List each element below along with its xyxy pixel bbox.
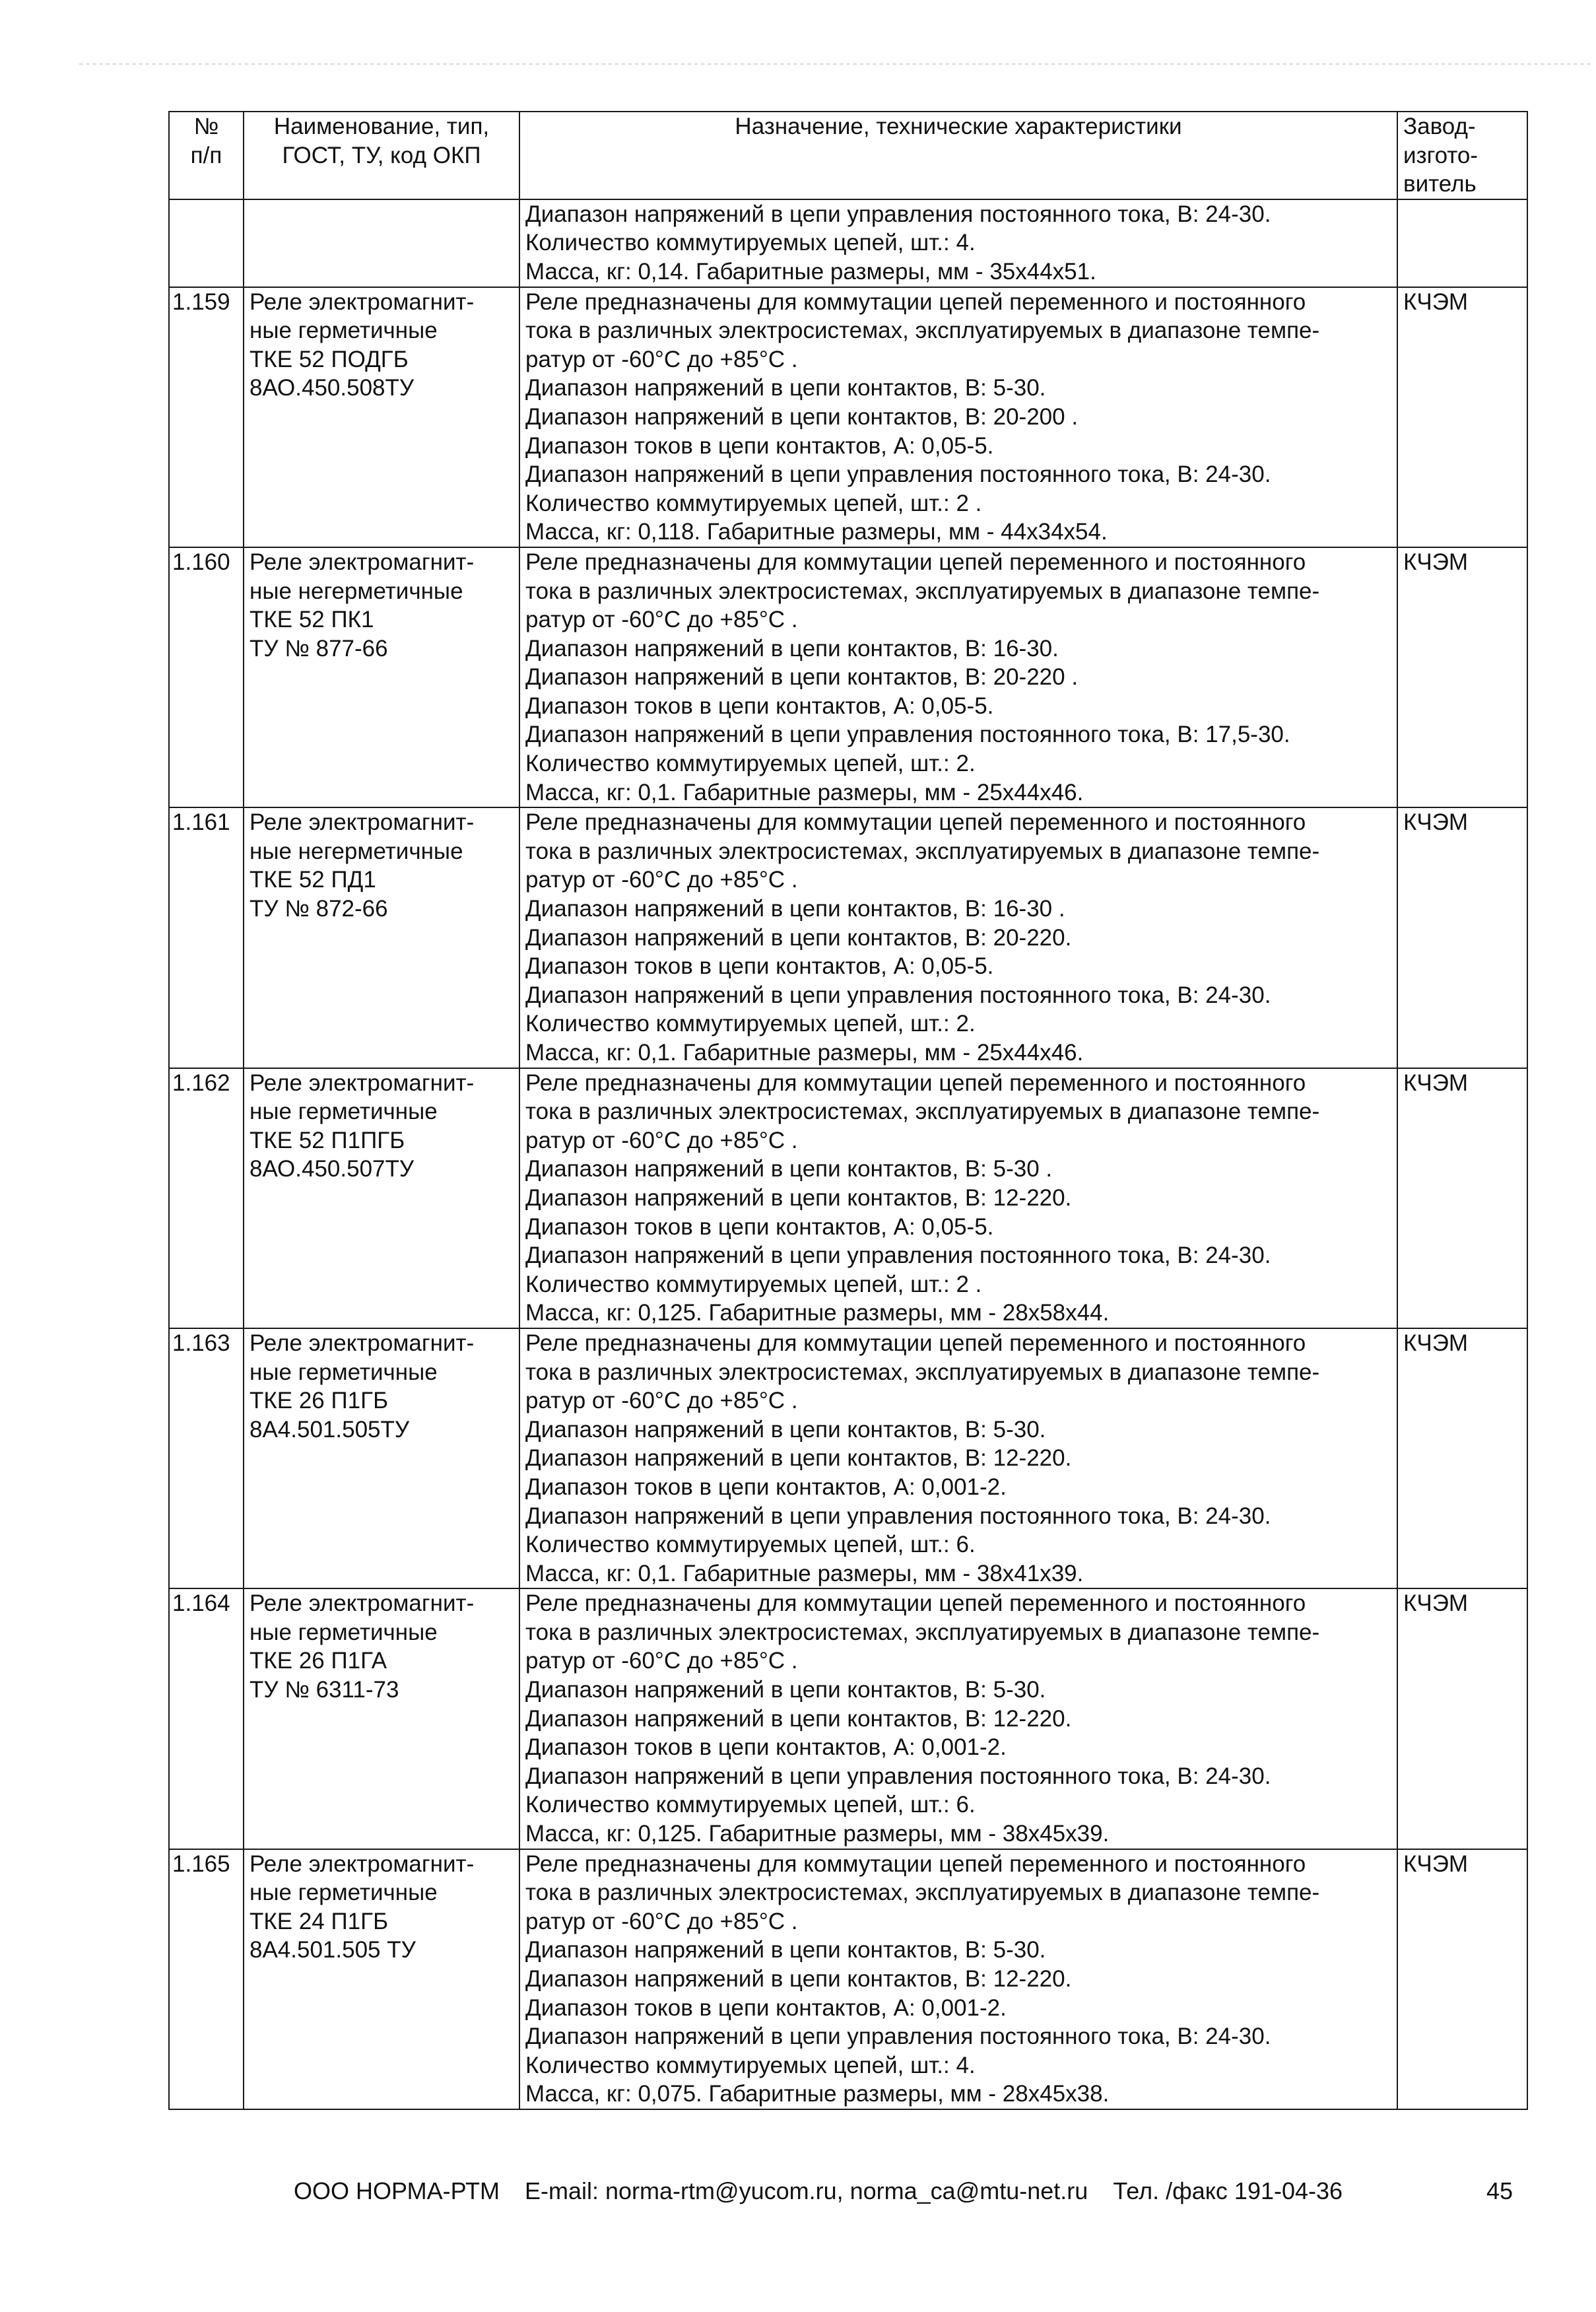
description-line: Количество коммутируемых цепей, шт.: 6. [525,1532,976,1558]
footer-email[interactable]: E-mail: norma-rtm@yucom.ru, norma_ca@mtu-net.ru [525,2177,1088,2204]
footer-phone: Тел. /факс 191-04-36 [1113,2177,1343,2204]
name-line: Реле электромагнит- [249,809,475,836]
description-line: Диапазон напряжений в цепи контактов, В: 5-30. [525,1937,1046,1963]
description-line: Количество коммутируемых цепей, шт.: 4. [525,2052,976,2078]
row-description-cell [519,199,1397,287]
page-footer [294,2177,1521,2205]
row-manufacturer-cell: КЧЭМ [1397,1849,1527,2109]
description-line: Диапазон напряжений в цепи управления постоянного тока, В: 24-30. [525,201,1271,227]
description-line: Диапазон напряжений в цепи контактов, В: 5-30. [525,375,1046,401]
name-line: ные герметичные [249,1099,438,1125]
description-line: Масса, кг: 0,125. Габаритные размеры, мм - 28х58х44. [525,1300,1110,1326]
description-line: Масса, кг: 0,125. Габаритные размеры, мм - 38х45х39. [525,1821,1110,1847]
header-manufacturer-line: изгото- [1403,142,1479,168]
row-description-cell [519,807,1397,1068]
name-line: Реле электромагнит- [249,549,475,575]
name-line: ные герметичные [249,1619,438,1645]
name-line: ТУ № 877-66 [249,635,388,662]
description-line: Диапазон токов в цепи контактов, А: 0,05-5. [525,1213,994,1240]
description-line: Количество коммутируемых цепей, шт.: 2 . [525,1271,982,1297]
description-line: Диапазон напряжений в цепи управления постоянного тока, В: 17,5-30. [525,722,1290,748]
description-line: Диапазон напряжений в цепи контактов, В: 16-30. [525,635,1059,662]
name-line: ТКЕ 52 ПОДГБ [249,346,409,372]
description-line: Масса, кг: 0,1. Габаритные размеры, мм - 25х44х46. [525,1040,1084,1066]
name-line: ные герметичные [249,1880,438,1906]
description-line: Реле предназначены для коммутации цепей переменного и постоянного [525,1070,1306,1096]
row-description-cell [519,287,1397,547]
description-line: Диапазон токов в цепи контактов, А: 0,001-2. [525,1734,1007,1761]
specification-table [168,111,1528,2110]
description-line: Диапазон токов в цепи контактов, А: 0,001-2. [525,1994,1007,2021]
description-line: Диапазон напряжений в цепи контактов, В: 16-30 . [525,896,1065,922]
footer-company: ООО НОРМА-РТМ [294,2177,500,2204]
description-line: Диапазон напряжений в цепи управления постоянного тока, В: 24-30. [525,982,1271,1008]
row-number-cell: 1.162 [169,1068,244,1328]
name-line: Реле электромагнит- [249,289,475,315]
description-line: Реле предназначены для коммутации цепей переменного и постоянного [525,1851,1306,1877]
row-number-cell [169,199,244,287]
description-line: Диапазон напряжений в цепи контактов, В: 20-200 . [525,403,1079,430]
table-row [169,547,1527,807]
header-manufacturer-line: Завод- [1403,114,1476,139]
row-description-cell [519,1588,1397,1849]
description-line: Количество коммутируемых цепей, шт.: 2. [525,1011,976,1037]
description-line: Количество коммутируемых цепей, шт.: 6. [525,1792,976,1818]
name-line: Реле электромагнит- [249,1070,475,1096]
description-line: Диапазон токов в цепи контактов, А: 0,05-5. [525,693,994,719]
description-line: Диапазон напряжений в цепи контактов, В: 12-220. [525,1705,1072,1732]
description-line: Диапазон напряжений в цепи управления постоянного тока, В: 24-30. [525,461,1271,488]
description-line: ратур от -60°С до +85°С . [525,346,798,372]
row-description-cell [519,1328,1397,1588]
description-line: Диапазон напряжений в цепи контактов, В: 5-30 . [525,1156,1053,1182]
description-line: тока в различных электросистемах, эксплуатируемых в диапазоне темпе- [525,838,1320,864]
description-line: Диапазон напряжений в цепи управления постоянного тока, В: 24-30. [525,1242,1271,1269]
description-line: Диапазон напряжений в цепи контактов, В: 12-220. [525,1445,1072,1472]
description-line: Диапазон токов в цепи контактов, А: 0,05-5. [525,953,994,980]
description-line: ратур от -60°С до +85°С . [525,1127,798,1153]
description-line: Диапазон напряжений в цепи контактов, В: 20-220. [525,924,1072,951]
row-name-cell [244,1849,519,2109]
row-name-cell [244,807,519,1068]
name-line: ТУ № 6311-73 [249,1677,399,1703]
header-name [244,112,519,199]
row-name-cell [244,547,519,807]
row-manufacturer-cell: КЧЭМ [1397,287,1527,547]
name-line: ТКЕ 26 П1ГБ [249,1388,389,1414]
description-line: Реле предназначены для коммутации цепей переменного и постоянного [525,1590,1306,1617]
description-line: Количество коммутируемых цепей, шт.: 2. [525,751,976,777]
description-line: Диапазон токов в цепи контактов, А: 0,001-2. [525,1474,1007,1500]
header-number-line: п/п [190,142,222,168]
name-line: ТКЕ 52 П1ПГБ [249,1127,405,1153]
continuation-row [169,199,1527,287]
description-line: ратур от -60°С до +85°С . [525,1648,798,1674]
table-row [169,1588,1527,1849]
description-line: Реле предназначены для коммутации цепей переменного и постоянного [525,289,1306,315]
description-line: Реле предназначены для коммутации цепей переменного и постоянного [525,549,1306,575]
description-line: Реле предназначены для коммутации цепей переменного и постоянного [525,809,1306,836]
name-line: ные герметичные [249,1359,438,1385]
description-line: тока в различных электросистемах, эксплуатируемых в диапазоне темпе- [525,1880,1320,1906]
row-manufacturer-cell [1397,199,1527,287]
description-line: Масса, кг: 0,118. Габаритные размеры, мм - 44х34х54. [525,519,1108,545]
description-line: Масса, кг: 0,1. Габаритные размеры, мм - 38х41х39. [525,1560,1084,1586]
description-line: Масса, кг: 0,1. Габаритные размеры, мм - 25х44х46. [525,779,1084,805]
row-name-cell [244,1068,519,1328]
header-number [169,112,244,199]
row-description-cell [519,547,1397,807]
header-manufacturer [1397,112,1527,199]
name-line: Реле электромагнит- [249,1590,475,1617]
row-number-cell: 1.165 [169,1849,244,2109]
row-name-cell [244,1588,519,1849]
name-line: ные негерметичные [249,578,463,604]
header-name-line: ГОСТ, ТУ, код ОКП [282,142,481,168]
row-manufacturer-cell: КЧЭМ [1397,807,1527,1068]
row-description-cell [519,1849,1397,2109]
name-line: ТКЕ 52 ПД1 [249,867,376,893]
description-line: Количество коммутируемых цепей, шт.: 4. [525,230,976,256]
header-description [519,112,1397,199]
row-description-cell [519,1068,1397,1328]
name-line: ТКЕ 24 П1ГБ [249,1908,389,1934]
row-number-cell: 1.160 [169,547,244,807]
table-row [169,1328,1527,1588]
name-line: 8АО.450.508ТУ [249,375,415,401]
row-manufacturer-cell: КЧЭМ [1397,1328,1527,1588]
description-line: Диапазон напряжений в цепи контактов, В: 12-220. [525,1966,1072,1992]
description-line: Количество коммутируемых цепей, шт.: 2 . [525,490,982,516]
description-line: ратур от -60°С до +85°С . [525,1908,798,1934]
table-row [169,1849,1527,2109]
row-manufacturer-cell: КЧЭМ [1397,1068,1527,1328]
name-line: ные негерметичные [249,838,463,864]
table-header-row [169,112,1527,199]
name-line: Реле электромагнит- [249,1851,475,1877]
description-line: Диапазон напряжений в цепи управления постоянного тока, В: 24-30. [525,1503,1271,1529]
row-name-cell [244,1328,519,1588]
table-row [169,1068,1527,1328]
description-line: тока в различных электросистемах, эксплуатируемых в диапазоне темпе- [525,318,1320,344]
description-line: ратур от -60°С до +85°С . [525,607,798,633]
description-line: тока в различных электросистемах, эксплуатируемых в диапазоне темпе- [525,1099,1320,1125]
description-line: тока в различных электросистемах, эксплуатируемых в диапазоне темпе- [525,1359,1320,1385]
description-line: Масса, кг: 0,14. Габаритные размеры, мм - 35х44х51. [525,258,1096,285]
description-line: Диапазон напряжений в цепи контактов, В: 20-220 . [525,664,1079,691]
name-line: ные герметичные [249,318,438,344]
header-number-line: № [193,114,219,139]
description-line: Масса, кг: 0,075. Габаритные размеры, мм - 28х45х38. [525,2081,1110,2107]
description-line: Диапазон токов в цепи контактов, А: 0,05-5. [525,432,994,459]
row-manufacturer-cell: КЧЭМ [1397,1588,1527,1849]
description-line: ратур от -60°С до +85°С . [525,867,798,893]
description-line: Диапазон напряжений в цепи контактов, В: 12-220. [525,1184,1072,1211]
header-description-text: Назначение, технические характеристики [735,114,1182,139]
table-row [169,807,1527,1068]
description-line: Диапазон напряжений в цепи управления постоянного тока, В: 24-30. [525,2023,1271,2050]
name-line: ТКЕ 52 ПК1 [249,607,374,633]
row-name-cell [244,199,519,287]
row-name-cell [244,287,519,547]
name-line: 8А4.501.505ТУ [249,1416,410,1443]
name-line: ТКЕ 26 П1ГА [249,1648,387,1674]
row-number-cell: 1.161 [169,807,244,1068]
row-manufacturer-cell: КЧЭМ [1397,547,1527,807]
header-manufacturer-line: витель [1403,171,1477,197]
row-number-cell: 1.159 [169,287,244,547]
name-line: Реле электромагнит- [249,1330,475,1356]
page-number: 45 [1486,2177,1513,2204]
table-row [169,287,1527,547]
description-line: Диапазон напряжений в цепи контактов, В: 5-30. [525,1677,1046,1703]
name-line: ТУ № 872-66 [249,896,388,922]
description-line: Диапазон напряжений в цепи контактов, В: 5-30. [525,1416,1046,1443]
row-number-cell: 1.164 [169,1588,244,1849]
description-line: тока в различных электросистемах, эксплуатируемых в диапазоне темпе- [525,578,1320,604]
description-line: Диапазон напряжений в цепи управления постоянного тока, В: 24-30. [525,1763,1271,1789]
name-line: 8А4.501.505 ТУ [249,1937,416,1963]
description-line: Реле предназначены для коммутации цепей переменного и постоянного [525,1330,1306,1356]
header-name-line: Наименование, тип, [273,114,490,139]
row-number-cell: 1.163 [169,1328,244,1588]
scan-artifact-line [79,63,1591,69]
description-line: ратур от -60°С до +85°С . [525,1388,798,1414]
name-line: 8АО.450.507ТУ [249,1156,415,1182]
description-line: тока в различных электросистемах, эксплуатируемых в диапазоне темпе- [525,1619,1320,1645]
